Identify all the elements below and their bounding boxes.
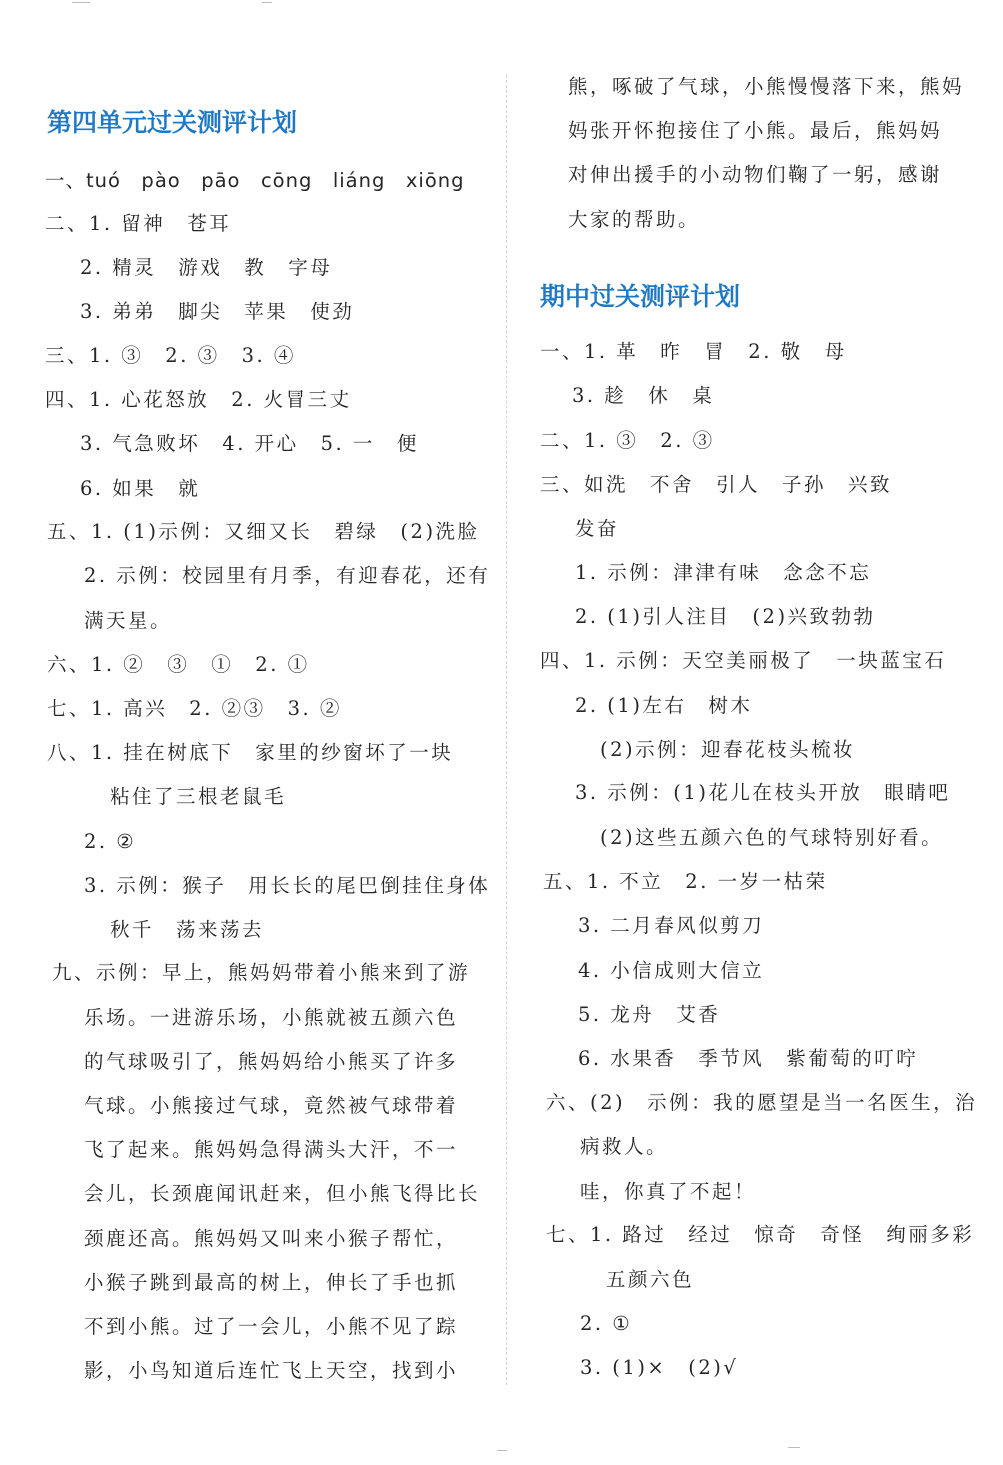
answer-line: 秋千 荡来荡去 — [110, 918, 265, 941]
answer-line: 5. 龙舟 艾香 — [578, 1003, 721, 1026]
answer-line: 2. 示例：校园里有月季，有迎春花，还有 — [84, 564, 491, 587]
top-edge-mark-right — [262, 2, 272, 3]
answer-line: 2. ① — [580, 1312, 633, 1335]
answer-line: 飞了起来。熊妈妈急得满头大汗，不一 — [84, 1138, 459, 1161]
answer-line: (2)示例：迎春花枝头梳妆 — [600, 738, 856, 761]
bottom-edge-mark-left — [497, 1450, 507, 1451]
answer-line: 二、1. ③ 2. ③ — [540, 429, 715, 452]
answer-line: 的气球吸引了，熊妈妈给小熊买了许多 — [84, 1050, 459, 1073]
answer-line: 七、1. 高兴 2. ②③ 3. ② — [47, 697, 342, 720]
answer-line: 三、如洗 不舍 引人 子孙 兴致 — [540, 473, 893, 496]
bottom-edge-mark-right — [788, 1447, 800, 1448]
top-edge-mark-left — [72, 2, 90, 3]
answer-line: 1. 示例：津津有味 念念不忘 — [575, 561, 872, 584]
answer-line: 2. 精灵 游戏 教 字母 — [80, 256, 333, 279]
answer-line: 熊，啄破了气球，小熊慢慢落下来，熊妈 — [568, 75, 965, 98]
answer-line: 6. 如果 就 — [80, 477, 201, 500]
answer-line: 三、1. ③ 2. ③ 3. ④ — [45, 344, 296, 367]
answer-line: 五、1. (1)示例：又细又长 碧绿 (2)洗脸 — [47, 520, 480, 543]
answer-line: 3. 示例：(1)花儿在枝头开放 眼睛吧 — [575, 781, 951, 804]
answer-line: 二、1. 留神 苍耳 — [45, 212, 232, 235]
answer-line: 气球。小熊接过气球，竟然被气球带着 — [84, 1094, 459, 1117]
answer-line: 粘住了三根老鼠毛 — [110, 785, 287, 808]
answer-line: 一、1. 革 昨 冒 2. 敬 母 — [540, 340, 847, 363]
answer-line: 大家的帮助。 — [568, 208, 701, 231]
section-heading-unit4: 第四单元过关测评计划 — [47, 108, 298, 137]
answer-line: 发奋 — [575, 517, 620, 540]
answer-line: 哇，你真了不起！ — [580, 1180, 757, 1203]
answer-line: 4. 小信成则大信立 — [578, 959, 765, 982]
answer-line: 3. (1)× (2)√ — [580, 1356, 739, 1379]
answer-line: 五颜六色 — [606, 1268, 695, 1291]
answer-line: 3. 二月春风似剪刀 — [578, 914, 765, 937]
answer-line: 3. 示例：猴子 用长长的尾巴倒挂住身体 — [84, 874, 491, 897]
answer-line: 6. 水果香 季节风 紫葡萄的叮咛 — [578, 1047, 919, 1070]
answer-line: 小猴子跳到最高的树上，伸长了手也抓 — [84, 1271, 459, 1294]
answer-line: 七、1. 路过 经过 惊奇 奇怪 绚丽多彩 — [546, 1223, 975, 1246]
answer-line: 妈张开怀抱接住了小熊。最后，熊妈妈 — [568, 119, 943, 142]
answer-line: 一、tuó pào pāo cōng liáng xiōng — [45, 169, 465, 192]
answer-line: 2. (1)引人注目 (2)兴致勃勃 — [575, 605, 876, 628]
answer-line: 2. (1)左右 树木 — [575, 694, 753, 717]
answer-line: (2)这些五颜六色的气球特别好看。 — [600, 826, 944, 849]
section-heading-midterm: 期中过关测评计划 — [540, 282, 741, 311]
answer-line: 3. 趁 休 桌 — [572, 384, 715, 407]
answer-line: 2. ② — [84, 830, 137, 853]
answer-line: 满天星。 — [84, 609, 173, 632]
answer-line: 六、1. ② ③ ① 2. ① — [47, 653, 310, 676]
answer-line: 八、1. 挂在树底下 家里的纱窗坏了一块 — [47, 741, 454, 764]
answer-line: 四、1. 示例：天空美丽极了 一块蓝宝石 — [540, 649, 947, 672]
answer-line: 六、(2) 示例：我的愿望是当一名医生，治 — [546, 1091, 978, 1114]
answer-line: 四、1. 心花怒放 2. 火冒三丈 — [45, 388, 352, 411]
answer-line: 五、1. 不立 2. 一岁一枯荣 — [543, 870, 828, 893]
answer-line: 病救人。 — [580, 1135, 669, 1158]
answer-line: 乐场。一进游乐场，小熊就被五颜六色 — [84, 1006, 459, 1029]
column-divider — [506, 75, 507, 1385]
answer-line: 对伸出援手的小动物们鞠了一躬，感谢 — [568, 163, 943, 186]
answer-line: 影，小鸟知道后连忙飞上天空，找到小 — [84, 1359, 459, 1382]
answer-line: 会儿，长颈鹿闻讯赶来，但小熊飞得比长 — [84, 1182, 481, 1205]
answer-line: 颈鹿还高。熊妈妈又叫来小猴子帮忙， — [84, 1227, 459, 1250]
answer-line: 3. 弟弟 脚尖 苹果 使劲 — [80, 300, 355, 323]
answer-line: 九、示例：早上，熊妈妈带着小熊来到了游 — [52, 961, 471, 984]
answer-line: 3. 气急败坏 4. 开心 5. 一 便 — [80, 432, 419, 455]
answer-line: 不到小熊。过了一会儿，小熊不见了踪 — [84, 1315, 459, 1338]
